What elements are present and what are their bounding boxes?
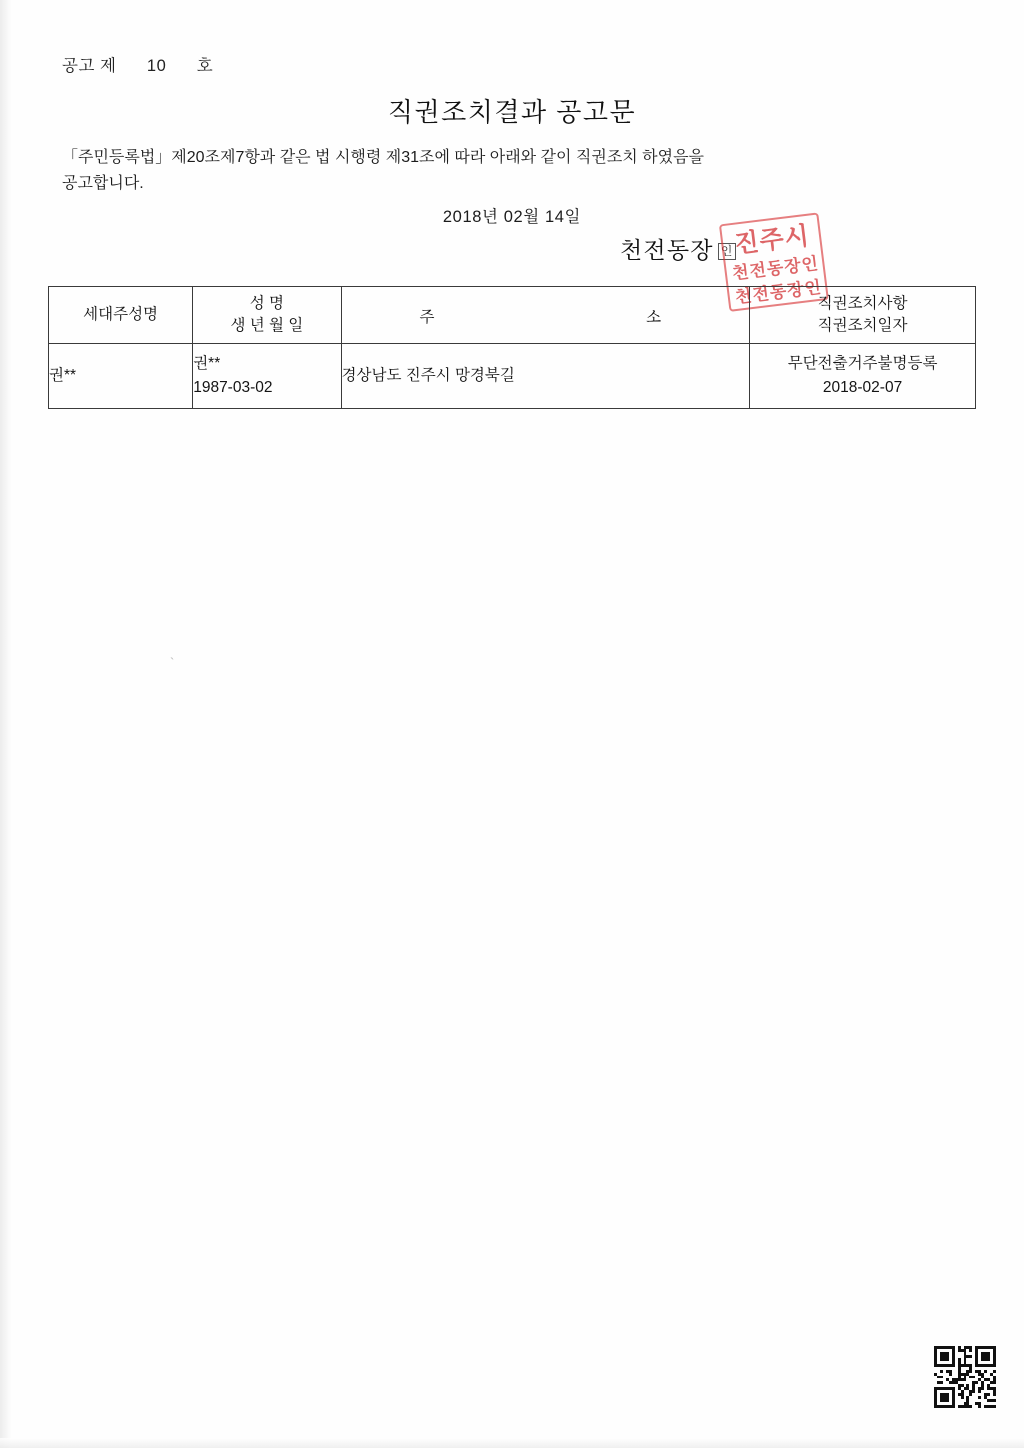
cell-address: 경상남도 진주시 망경북길 — [341, 344, 750, 409]
header-householder-name: 세대주성명 — [49, 287, 193, 344]
intro-line-2: 공고합니다. — [62, 174, 144, 192]
seal-mark-box: 인 — [718, 243, 737, 260]
header-address — [341, 287, 750, 344]
table-header-row — [49, 287, 976, 344]
intro-line-1: 「주민등록법」제20조제7항과 같은 법 시행령 제31조에 따라 아래와 같이 직권조치 하였음을 — [62, 149, 705, 166]
cell-action — [750, 344, 976, 409]
header-address-ju: 주 — [419, 309, 435, 326]
header-name-birth — [193, 287, 341, 344]
scan-edge-bottom — [0, 1438, 1024, 1448]
stamp-line-1: 진주시 — [733, 221, 812, 259]
cell-action-date: 2018-02-07 — [822, 379, 903, 396]
header-action — [750, 287, 976, 344]
cell-name: 권** — [193, 354, 221, 372]
issuer-block — [620, 232, 736, 265]
cell-name-birth — [193, 344, 341, 409]
cell-birthdate: 1987-03-02 — [193, 379, 273, 396]
intro-paragraph — [62, 145, 892, 197]
cell-householder-name: 권** — [49, 344, 193, 409]
cell-action-item: 무단전출거주불명등록 — [787, 354, 938, 372]
issuer-name: 천전동장 — [620, 237, 714, 263]
header-birthdate: 생 년 월 일 — [230, 317, 304, 334]
qr-code — [934, 1346, 996, 1408]
stamp-line-3: 천전동장인 — [734, 277, 823, 308]
notice-number: 공고 제 10 호 — [62, 57, 214, 75]
header-action-date: 직권조치일자 — [817, 317, 908, 334]
header-action-item: 직권조치사항 — [817, 294, 908, 312]
page-title: 직권조치결과 공고문 — [387, 97, 637, 127]
stray-pencil-mark: ` — [170, 655, 175, 670]
table-row — [49, 344, 976, 409]
stamp-line-2: 천전동장인 — [731, 253, 821, 284]
issue-date: 2018년 02월 14일 — [442, 208, 582, 226]
registration-table — [48, 286, 976, 409]
header-address-so: 소 — [646, 309, 662, 326]
header-name: 성 명 — [249, 294, 284, 312]
